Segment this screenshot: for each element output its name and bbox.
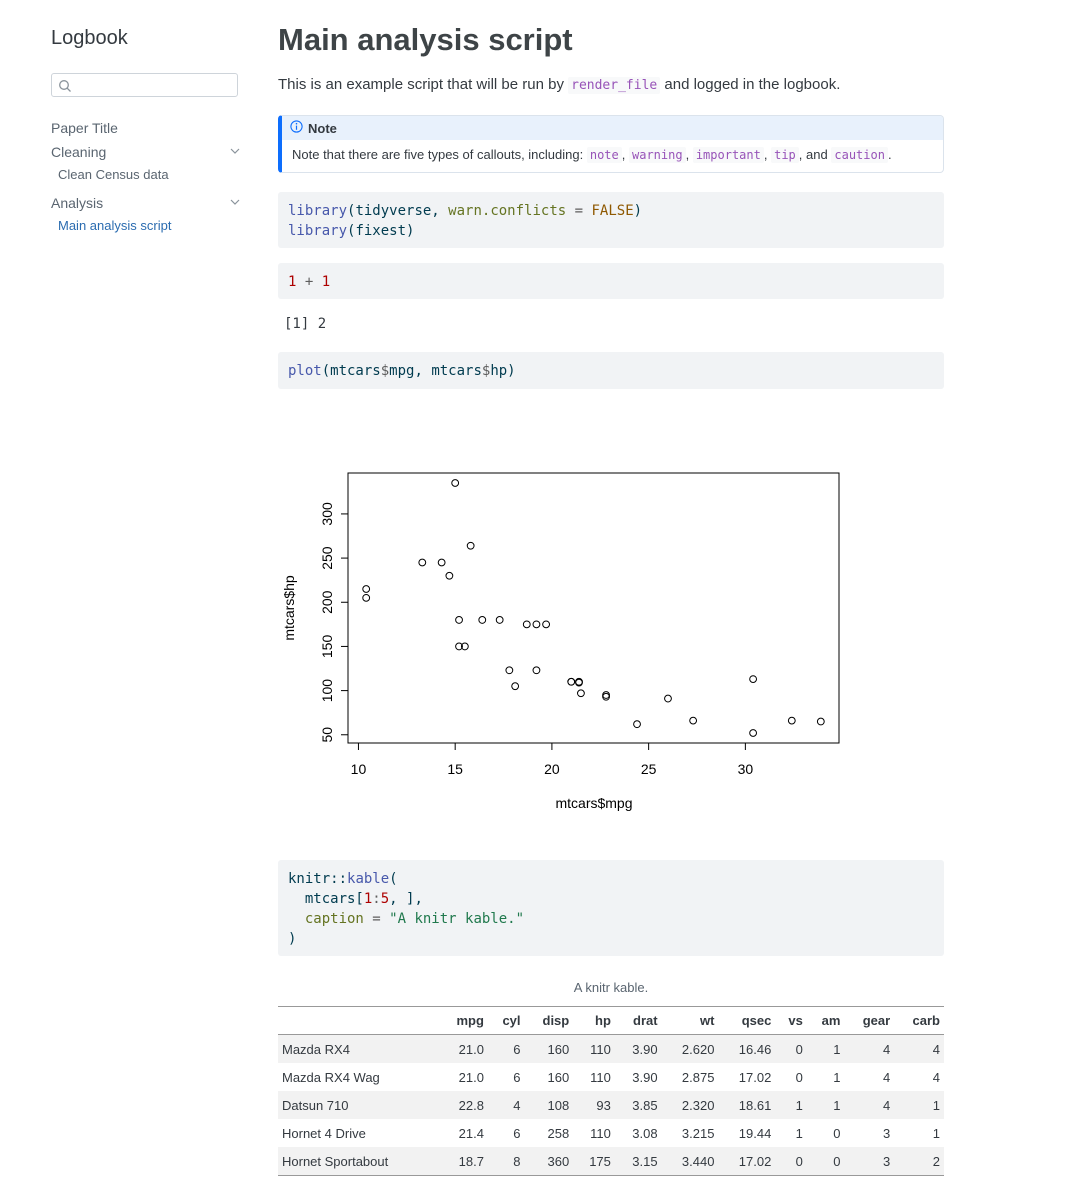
table-cell: 258 [547,1125,570,1141]
column-header: carb [912,1013,940,1028]
table-cell: 6 [513,1069,521,1085]
x-tick-label: 10 [350,761,367,777]
table-cell: 108 [547,1097,570,1113]
table-cell: 21.0 [458,1069,484,1085]
inline-code: warning [629,147,686,163]
data-point [363,586,370,593]
table-cell: 0 [795,1153,803,1169]
search-box[interactable] [51,73,238,97]
data-point [750,676,757,683]
data-point [523,621,530,628]
x-tick-label: 20 [544,761,560,777]
data-point [438,559,445,566]
table-header-row [278,1007,944,1035]
table-cell: 4 [882,1097,891,1113]
data-points [363,480,824,737]
table-row [278,1147,944,1176]
chevron-down-icon[interactable] [229,144,241,160]
sidebar-item-cleaning[interactable] [51,144,241,160]
column-header: wt [700,1013,715,1028]
data-point [665,695,672,702]
data-point [543,621,550,628]
table-cell: 19.44 [738,1125,772,1141]
table-cell: 110 [590,1069,611,1085]
x-axis-label: mtcars$mpg [555,795,633,811]
table-cell: 4 [513,1097,521,1113]
table-cell: 2 [932,1153,940,1169]
table-cell: 1 [932,1097,940,1113]
code-block-plot: plot(mtcars$mpg, mtcars$hp) [278,352,944,389]
note-callout [278,115,944,173]
table-cell: Mazda RX4 Wag [282,1069,380,1085]
column-header [278,1007,438,1035]
info-icon [290,120,303,136]
table-cell: 110 [590,1125,611,1141]
table-cell: 3.15 [632,1153,658,1169]
code-block-arithmetic: 1 + 1 [278,263,944,299]
table-cell: 0 [795,1041,803,1057]
sidebar-item-label: Analysis [51,195,104,211]
separator: , [798,147,803,162]
separator: , [685,147,690,162]
data-point [817,718,824,725]
column-header: cyl [502,1013,521,1028]
table-cell: 1 [932,1125,940,1141]
x-tick-label: 25 [640,761,657,777]
table-cell: 0 [833,1153,841,1169]
table-cell: 1 [795,1097,803,1113]
callout-text: Note that there are five types of callouts, including: [292,147,584,162]
search-input[interactable] [76,76,236,96]
column-header: am [821,1013,841,1028]
code-output: [1] 2 [284,316,327,332]
inline-code: note [587,147,622,163]
table-cell: 2.875 [681,1069,715,1085]
column-header: qsec [741,1013,772,1028]
y-tick-label: 50 [319,726,335,743]
table-cell: 1 [833,1041,841,1057]
table-cell: 4 [882,1069,891,1085]
data-point [506,667,513,674]
search-icon [58,79,72,98]
page-title: Main analysis script [278,22,573,57]
x-tick-label: 30 [737,761,754,777]
table-row [278,1091,944,1119]
sidebar-item-analysis[interactable] [51,195,241,211]
table-cell: 110 [590,1041,611,1057]
table-cell: Datsun 710 [282,1097,349,1113]
table-cell: 2.620 [681,1041,715,1057]
chevron-down-icon[interactable] [229,195,241,211]
table-cell: 0 [795,1069,803,1085]
scatter-plot [278,455,858,825]
table-cell: 3.90 [632,1041,658,1057]
separator: , [621,147,626,162]
code-block-library: library(tidyverse, warn.conflicts = FALSE) library(fixest) [278,192,944,248]
table-cell: 1 [833,1097,841,1113]
sidebar-item-paper-title[interactable]: Paper Title [51,120,118,136]
y-tick-label: 200 [319,590,335,614]
table-cell: 6 [513,1041,521,1057]
table-cell: 175 [589,1153,611,1169]
plot-frame [348,473,839,743]
inline-code: tip [771,147,799,163]
column-header: gear [862,1013,891,1028]
code-block-kable: knitr::kable( mtcars[1:5, ], caption = "A knitr kable." ) [278,860,944,956]
callout-body [282,140,943,169]
table-cell: 160 [547,1041,570,1057]
data-point [512,683,519,690]
table-row [278,1035,944,1064]
table-cell: 18.61 [738,1097,772,1113]
table-cell: 4 [932,1041,940,1057]
data-point [568,678,575,685]
intro-text: and logged in the logbook. [664,76,841,93]
data-point [690,717,697,724]
data-point [634,721,641,728]
table-cell: 17.02 [738,1153,772,1169]
x-tick-label: 15 [447,761,463,777]
table-cell: 3.440 [681,1153,715,1169]
table-cell: 17.02 [738,1069,772,1085]
data-point [452,480,459,487]
data-point [446,572,453,579]
column-header: mpg [456,1013,484,1028]
y-tick-label: 150 [319,634,335,659]
table-cell: 6 [513,1125,521,1141]
table-cell: 8 [513,1153,521,1169]
y-axis-label: mtcars$hp [281,575,297,641]
table-cell: 360 [547,1153,570,1169]
column-header: hp [595,1013,611,1028]
data-point [496,617,503,624]
table-cell: Hornet Sportabout [282,1153,389,1169]
column-header: disp [542,1013,570,1028]
table-cell: 93 [596,1097,611,1113]
separator: , [763,147,768,162]
data-point [363,594,370,601]
column-header: drat [633,1013,658,1028]
table-cell: 2.320 [681,1097,715,1113]
intro-text: This is an example script that will be run by [278,76,564,93]
table-caption: A knitr kable. [573,980,649,995]
table-cell: 4 [882,1041,891,1057]
y-tick-label: 300 [319,502,335,526]
data-point [750,730,757,737]
data-point [533,621,540,628]
table-cell: 3.85 [632,1097,658,1113]
data-point [533,667,540,674]
table-cell: 160 [547,1069,570,1085]
callout-header [282,116,943,140]
table-cell: 16.46 [738,1041,772,1057]
table-cell: 1 [833,1069,841,1085]
kable-table [278,1006,944,1176]
table-cell: 3.215 [681,1125,715,1141]
data-point [578,690,585,697]
intro-paragraph [278,76,840,93]
data-point [467,542,474,549]
sidebar-item-clean-census-data[interactable]: Clean Census data [58,167,169,182]
table-cell: 4 [932,1069,940,1085]
separator: . [887,147,892,162]
inline-code: important [693,147,764,163]
column-header: vs [788,1013,803,1028]
y-tick-label: 250 [319,546,335,570]
data-point [456,617,463,624]
table-cell: 3.08 [632,1125,658,1141]
table-row [278,1119,944,1147]
table-cell: 1 [795,1125,803,1141]
table-cell: 22.8 [458,1097,484,1113]
y-tick-label: 100 [319,678,335,703]
table-cell: 21.0 [458,1041,484,1057]
data-point [479,617,486,624]
data-point [419,559,426,566]
table-cell: 18.7 [458,1153,484,1169]
data-point [788,717,795,724]
table-cell: 3 [882,1153,891,1169]
table-row [278,1063,944,1091]
table-cell: 0 [833,1125,841,1141]
inline-code: caution [831,147,888,163]
y-axis [319,502,348,743]
table-cell: Mazda RX4 [282,1041,350,1057]
sidebar-item-main-analysis-script[interactable]: Main analysis script [58,218,172,233]
callout-text: and [806,147,828,162]
table-cell: 3.90 [632,1069,658,1085]
x-axis [351,743,754,777]
site-brand[interactable]: Logbook [51,27,128,49]
inline-code: render_file [568,77,660,94]
sidebar-item-label: Cleaning [51,144,107,160]
callout-title: Note [308,120,337,136]
table-cell: 3 [882,1125,891,1141]
table-cell: Hornet 4 Drive [282,1125,366,1141]
table-cell: 21.4 [458,1125,484,1141]
